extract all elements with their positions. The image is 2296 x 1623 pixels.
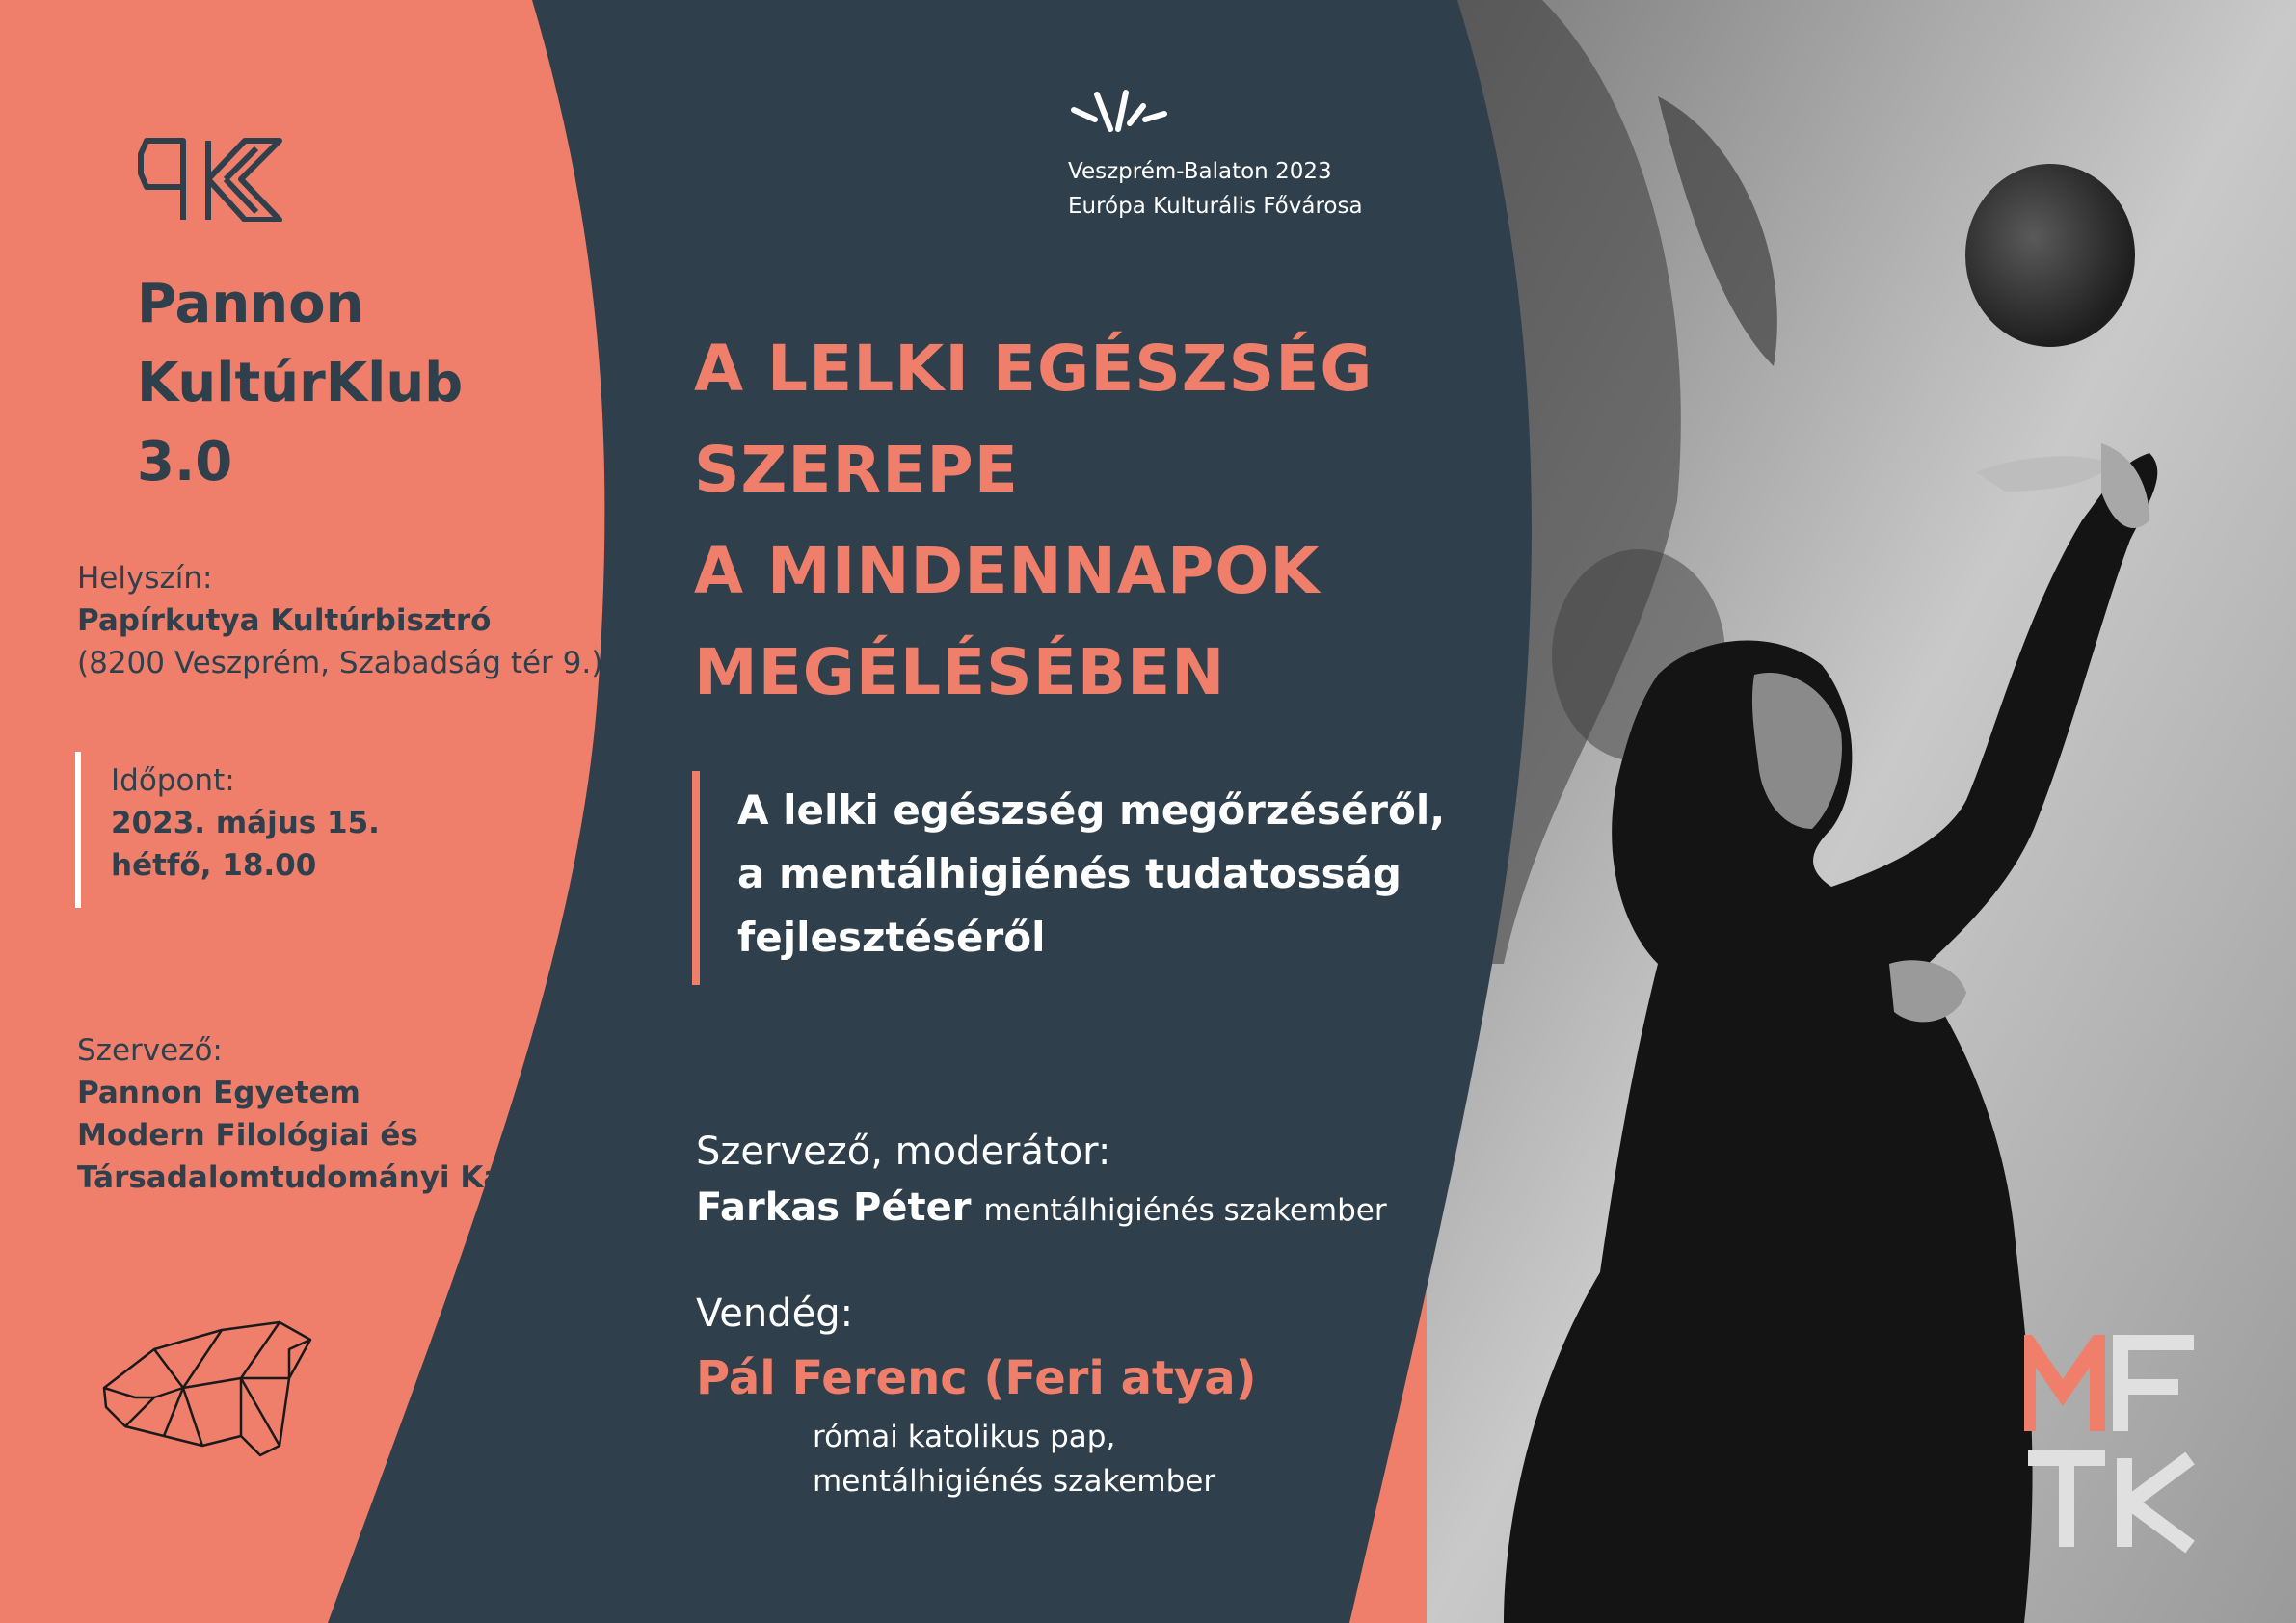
club-title-line: KultúrKlub — [137, 352, 464, 414]
subtitle-line: a mentálhigiénés tudatosság — [737, 850, 1402, 897]
moderator-role: mentálhigiénés szakember — [983, 1193, 1387, 1228]
pk-monogram-logo — [137, 135, 291, 222]
moderator-label: Szervező, moderátor: — [696, 1130, 1111, 1174]
guest-role-line: római katolikus pap, — [813, 1420, 1116, 1454]
club-title-line: Pannon — [137, 273, 364, 335]
ecoc-text — [1068, 154, 1363, 224]
organizer-block — [77, 1029, 519, 1199]
sunburst-logo — [1068, 85, 1174, 143]
event-subtitle — [737, 779, 1445, 970]
headline-line: MEGÉLÉSÉBEN — [694, 635, 1226, 709]
time-day: hétfő, 18.00 — [111, 848, 317, 883]
guest-role-block — [813, 1415, 1215, 1503]
ecoc-line: Veszprém-Balaton 2023 — [1068, 159, 1332, 184]
subtitle-line: fejlesztéséről — [737, 914, 1046, 961]
subtitle-accent-bar — [692, 771, 700, 985]
guest-label: Vendég: — [696, 1291, 854, 1336]
organizer-line: Modern Filológiai és — [77, 1118, 418, 1153]
headline-line: A MINDENNAPOK — [694, 534, 1321, 608]
organizer-line: Társadalomtudományi Kar — [77, 1160, 519, 1195]
event-headline — [694, 318, 1373, 723]
headline-line: SZEREPE — [694, 433, 1019, 507]
guest-name: Pál Ferenc (Feri atya) — [696, 1351, 1257, 1405]
organizer-line: Pannon Egyetem — [77, 1076, 360, 1110]
moderator-line — [696, 1185, 1387, 1230]
time-label: Időpont: — [111, 763, 235, 798]
subtitle-line: A lelki egészség megőrzéséről, — [737, 786, 1446, 834]
club-title — [137, 265, 463, 502]
papirkutya-dog-logo — [96, 1320, 318, 1465]
venue-address: (8200 Veszprém, Szabadság tér 9.) — [77, 646, 603, 680]
venue-name: Papírkutya Kultúrbisztró — [77, 603, 492, 638]
organizer-label: Szervező: — [77, 1033, 223, 1068]
time-divider — [75, 752, 81, 908]
mftk-letter: M — [2024, 1335, 2025, 1336]
ecoc-line: Európa Kulturális Fővárosa — [1068, 194, 1363, 219]
guest-role-line: mentálhigiénés szakember — [813, 1464, 1216, 1499]
time-block — [111, 759, 380, 887]
headline-line: A LELKI EGÉSZSÉG — [694, 332, 1374, 406]
venue-label: Helyszín: — [77, 561, 213, 596]
club-title-line: 3.0 — [137, 431, 233, 493]
venue-block — [77, 557, 602, 684]
time-date: 2023. május 15. — [111, 806, 380, 840]
moderator-name: Farkas Péter — [696, 1185, 972, 1230]
mftk-logo — [2024, 1335, 2198, 1556]
